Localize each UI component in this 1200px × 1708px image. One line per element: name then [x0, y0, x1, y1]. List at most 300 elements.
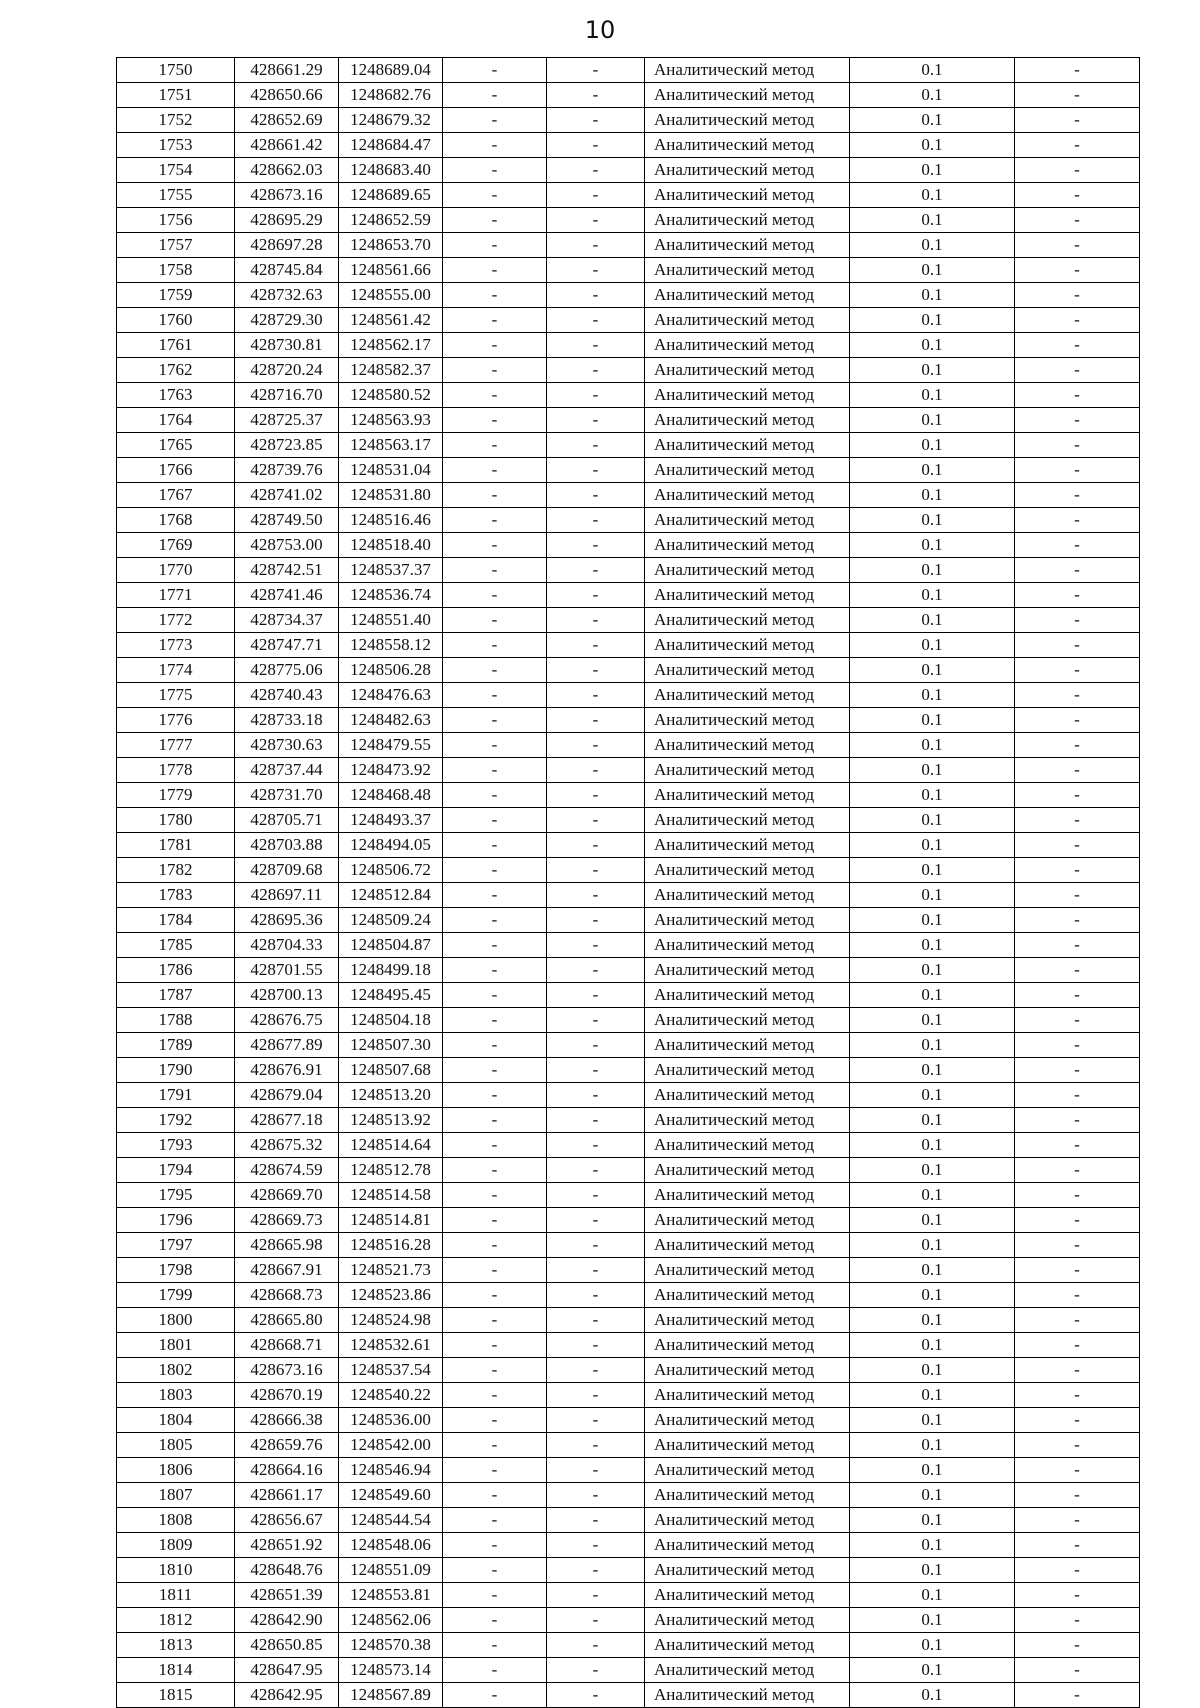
x-coordinate-cell: 428675.32 [235, 1133, 339, 1158]
y-coordinate-cell: 1248544.54 [339, 1508, 443, 1533]
dash-cell: - [443, 508, 547, 533]
point-number-cell: 1775 [117, 683, 235, 708]
precision-cell: 0.1 [850, 108, 1015, 133]
table-body [117, 58, 1140, 1708]
point-number-cell: 1800 [117, 1308, 235, 1333]
point-number-cell: 1779 [117, 783, 235, 808]
method-cell: Аналитический метод [645, 583, 850, 608]
dash-cell: - [443, 1233, 547, 1258]
dash-cell: - [443, 483, 547, 508]
method-cell: Аналитический метод [645, 258, 850, 283]
dash-cell: - [1015, 283, 1140, 308]
table-row [117, 258, 1140, 283]
dash-cell: - [1015, 1583, 1140, 1608]
table-row [117, 308, 1140, 333]
dash-cell: - [443, 958, 547, 983]
x-coordinate-cell: 428670.19 [235, 1383, 339, 1408]
y-coordinate-cell: 1248531.80 [339, 483, 443, 508]
table-row [117, 1083, 1140, 1108]
method-cell: Аналитический метод [645, 158, 850, 183]
y-coordinate-cell: 1248516.46 [339, 508, 443, 533]
y-coordinate-cell: 1248582.37 [339, 358, 443, 383]
x-coordinate-cell: 428730.63 [235, 733, 339, 758]
table-row [117, 133, 1140, 158]
table-row [117, 1458, 1140, 1483]
method-cell: Аналитический метод [645, 1183, 850, 1208]
x-coordinate-cell: 428647.95 [235, 1658, 339, 1683]
table-row [117, 1508, 1140, 1533]
dash-cell: - [1015, 1608, 1140, 1633]
x-coordinate-cell: 428677.89 [235, 1033, 339, 1058]
y-coordinate-cell: 1248536.00 [339, 1408, 443, 1433]
y-coordinate-cell: 1248540.22 [339, 1383, 443, 1408]
dash-cell: - [443, 808, 547, 833]
method-cell: Аналитический метод [645, 1058, 850, 1083]
method-cell: Аналитический метод [645, 358, 850, 383]
point-number-cell: 1782 [117, 858, 235, 883]
y-coordinate-cell: 1248653.70 [339, 233, 443, 258]
dash-cell: - [1015, 508, 1140, 533]
point-number-cell: 1753 [117, 133, 235, 158]
dash-cell: - [1015, 1533, 1140, 1558]
point-number-cell: 1777 [117, 733, 235, 758]
dash-cell: - [547, 933, 645, 958]
method-cell: Аналитический метод [645, 1658, 850, 1683]
y-coordinate-cell: 1248495.45 [339, 983, 443, 1008]
y-coordinate-cell: 1248652.59 [339, 208, 443, 233]
y-coordinate-cell: 1248521.73 [339, 1258, 443, 1283]
y-coordinate-cell: 1248479.55 [339, 733, 443, 758]
x-coordinate-cell: 428651.92 [235, 1533, 339, 1558]
dash-cell: - [443, 433, 547, 458]
x-coordinate-cell: 428674.59 [235, 1158, 339, 1183]
method-cell: Аналитический метод [645, 1408, 850, 1433]
dash-cell: - [443, 883, 547, 908]
precision-cell: 0.1 [850, 1608, 1015, 1633]
method-cell: Аналитический метод [645, 1533, 850, 1558]
method-cell: Аналитический метод [645, 683, 850, 708]
method-cell: Аналитический метод [645, 833, 850, 858]
point-number-cell: 1787 [117, 983, 235, 1008]
method-cell: Аналитический метод [645, 1308, 850, 1333]
dash-cell: - [443, 333, 547, 358]
table-row [117, 1358, 1140, 1383]
y-coordinate-cell: 1248531.04 [339, 458, 443, 483]
dash-cell: - [1015, 383, 1140, 408]
x-coordinate-cell: 428700.13 [235, 983, 339, 1008]
dash-cell: - [1015, 208, 1140, 233]
point-number-cell: 1754 [117, 158, 235, 183]
table-row [117, 808, 1140, 833]
x-coordinate-cell: 428730.81 [235, 333, 339, 358]
dash-cell: - [443, 108, 547, 133]
dash-cell: - [547, 333, 645, 358]
dash-cell: - [547, 1508, 645, 1533]
precision-cell: 0.1 [850, 633, 1015, 658]
method-cell: Аналитический метод [645, 908, 850, 933]
point-number-cell: 1789 [117, 1033, 235, 1058]
table-row [117, 1683, 1140, 1708]
dash-cell: - [443, 558, 547, 583]
table-row [117, 858, 1140, 883]
dash-cell: - [1015, 633, 1140, 658]
point-number-cell: 1774 [117, 658, 235, 683]
point-number-cell: 1790 [117, 1058, 235, 1083]
table-row [117, 1483, 1140, 1508]
point-number-cell: 1807 [117, 1483, 235, 1508]
dash-cell: - [1015, 883, 1140, 908]
precision-cell: 0.1 [850, 1633, 1015, 1658]
precision-cell: 0.1 [850, 1683, 1015, 1708]
page-number: 10 [584, 16, 616, 44]
dash-cell: - [547, 283, 645, 308]
dash-cell: - [1015, 1383, 1140, 1408]
method-cell: Аналитический метод [645, 558, 850, 583]
dash-cell: - [547, 1308, 645, 1333]
point-number-cell: 1811 [117, 1583, 235, 1608]
dash-cell: - [547, 708, 645, 733]
dash-cell: - [547, 1558, 645, 1583]
table-row [117, 433, 1140, 458]
x-coordinate-cell: 428656.67 [235, 1508, 339, 1533]
y-coordinate-cell: 1248553.81 [339, 1583, 443, 1608]
dash-cell: - [443, 933, 547, 958]
dash-cell: - [547, 1258, 645, 1283]
precision-cell: 0.1 [850, 1433, 1015, 1458]
method-cell: Аналитический метод [645, 858, 850, 883]
dash-cell: - [443, 1633, 547, 1658]
dash-cell: - [547, 383, 645, 408]
dash-cell: - [547, 1283, 645, 1308]
dash-cell: - [1015, 583, 1140, 608]
y-coordinate-cell: 1248504.87 [339, 933, 443, 958]
x-coordinate-cell: 428749.50 [235, 508, 339, 533]
coordinates-table [116, 57, 1140, 1708]
x-coordinate-cell: 428695.29 [235, 208, 339, 233]
y-coordinate-cell: 1248512.78 [339, 1158, 443, 1183]
x-coordinate-cell: 428667.91 [235, 1258, 339, 1283]
point-number-cell: 1773 [117, 633, 235, 658]
table-row [117, 558, 1140, 583]
y-coordinate-cell: 1248561.66 [339, 258, 443, 283]
point-number-cell: 1766 [117, 458, 235, 483]
precision-cell: 0.1 [850, 1508, 1015, 1533]
table-row [117, 1008, 1140, 1033]
table-row [117, 933, 1140, 958]
dash-cell: - [443, 1533, 547, 1558]
point-number-cell: 1781 [117, 833, 235, 858]
precision-cell: 0.1 [850, 908, 1015, 933]
table-row [117, 1608, 1140, 1633]
dash-cell: - [547, 1208, 645, 1233]
dash-cell: - [1015, 1458, 1140, 1483]
precision-cell: 0.1 [850, 208, 1015, 233]
method-cell: Аналитический метод [645, 1158, 850, 1183]
point-number-cell: 1750 [117, 58, 235, 83]
dash-cell: - [547, 1008, 645, 1033]
y-coordinate-cell: 1248537.54 [339, 1358, 443, 1383]
method-cell: Аналитический метод [645, 708, 850, 733]
method-cell: Аналитический метод [645, 233, 850, 258]
point-number-cell: 1801 [117, 1333, 235, 1358]
x-coordinate-cell: 428669.70 [235, 1183, 339, 1208]
dash-cell: - [547, 58, 645, 83]
dash-cell: - [547, 683, 645, 708]
method-cell: Аналитический метод [645, 1333, 850, 1358]
x-coordinate-cell: 428659.76 [235, 1433, 339, 1458]
dash-cell: - [443, 1333, 547, 1358]
y-coordinate-cell: 1248512.84 [339, 883, 443, 908]
point-number-cell: 1788 [117, 1008, 235, 1033]
method-cell: Аналитический метод [645, 1683, 850, 1708]
dash-cell: - [443, 1358, 547, 1383]
x-coordinate-cell: 428651.39 [235, 1583, 339, 1608]
precision-cell: 0.1 [850, 1558, 1015, 1583]
table-row [117, 183, 1140, 208]
dash-cell: - [547, 783, 645, 808]
point-number-cell: 1761 [117, 333, 235, 358]
method-cell: Аналитический метод [645, 483, 850, 508]
dash-cell: - [547, 433, 645, 458]
method-cell: Аналитический метод [645, 1133, 850, 1158]
table-row [117, 658, 1140, 683]
table-row [117, 1183, 1140, 1208]
dash-cell: - [547, 533, 645, 558]
y-coordinate-cell: 1248549.60 [339, 1483, 443, 1508]
y-coordinate-cell: 1248507.30 [339, 1033, 443, 1058]
dash-cell: - [443, 183, 547, 208]
x-coordinate-cell: 428697.28 [235, 233, 339, 258]
table-row [117, 783, 1140, 808]
method-cell: Аналитический метод [645, 1633, 850, 1658]
x-coordinate-cell: 428732.63 [235, 283, 339, 308]
x-coordinate-cell: 428739.76 [235, 458, 339, 483]
x-coordinate-cell: 428701.55 [235, 958, 339, 983]
dash-cell: - [443, 1383, 547, 1408]
dash-cell: - [547, 1633, 645, 1658]
dash-cell: - [443, 1058, 547, 1083]
method-cell: Аналитический метод [645, 1383, 850, 1408]
table-row [117, 333, 1140, 358]
x-coordinate-cell: 428676.75 [235, 1008, 339, 1033]
x-coordinate-cell: 428642.95 [235, 1683, 339, 1708]
method-cell: Аналитический метод [645, 1008, 850, 1033]
precision-cell: 0.1 [850, 1658, 1015, 1683]
point-number-cell: 1767 [117, 483, 235, 508]
dash-cell: - [443, 1033, 547, 1058]
point-number-cell: 1805 [117, 1433, 235, 1458]
y-coordinate-cell: 1248562.17 [339, 333, 443, 358]
precision-cell: 0.1 [850, 358, 1015, 383]
method-cell: Аналитический метод [645, 1508, 850, 1533]
x-coordinate-cell: 428745.84 [235, 258, 339, 283]
table-row [117, 358, 1140, 383]
dash-cell: - [1015, 733, 1140, 758]
dash-cell: - [547, 1083, 645, 1108]
point-number-cell: 1812 [117, 1608, 235, 1633]
dash-cell: - [443, 1158, 547, 1183]
dash-cell: - [547, 633, 645, 658]
precision-cell: 0.1 [850, 558, 1015, 583]
dash-cell: - [1015, 1108, 1140, 1133]
y-coordinate-cell: 1248514.58 [339, 1183, 443, 1208]
dash-cell: - [547, 558, 645, 583]
x-coordinate-cell: 428677.18 [235, 1108, 339, 1133]
dash-cell: - [443, 1108, 547, 1133]
table-row [117, 1558, 1140, 1583]
x-coordinate-cell: 428704.33 [235, 933, 339, 958]
dash-cell: - [1015, 1083, 1140, 1108]
method-cell: Аналитический метод [645, 1558, 850, 1583]
table-row [117, 283, 1140, 308]
dash-cell: - [443, 308, 547, 333]
y-coordinate-cell: 1248555.00 [339, 283, 443, 308]
dash-cell: - [547, 1233, 645, 1258]
method-cell: Аналитический метод [645, 733, 850, 758]
method-cell: Аналитический метод [645, 433, 850, 458]
precision-cell: 0.1 [850, 708, 1015, 733]
table-row [117, 733, 1140, 758]
dash-cell: - [1015, 158, 1140, 183]
table-row [117, 908, 1140, 933]
dash-cell: - [1015, 433, 1140, 458]
point-number-cell: 1797 [117, 1233, 235, 1258]
point-number-cell: 1794 [117, 1158, 235, 1183]
dash-cell: - [1015, 133, 1140, 158]
dash-cell: - [1015, 483, 1140, 508]
table-row [117, 1258, 1140, 1283]
dash-cell: - [1015, 1358, 1140, 1383]
dash-cell: - [547, 133, 645, 158]
dash-cell: - [443, 1558, 547, 1583]
dash-cell: - [443, 208, 547, 233]
precision-cell: 0.1 [850, 1133, 1015, 1158]
y-coordinate-cell: 1248537.37 [339, 558, 443, 583]
y-coordinate-cell: 1248473.92 [339, 758, 443, 783]
x-coordinate-cell: 428669.73 [235, 1208, 339, 1233]
point-number-cell: 1760 [117, 308, 235, 333]
method-cell: Аналитический метод [645, 1433, 850, 1458]
point-number-cell: 1780 [117, 808, 235, 833]
dash-cell: - [1015, 458, 1140, 483]
method-cell: Аналитический метод [645, 1358, 850, 1383]
dash-cell: - [547, 733, 645, 758]
dash-cell: - [547, 608, 645, 633]
table-row [117, 458, 1140, 483]
x-coordinate-cell: 428673.16 [235, 1358, 339, 1383]
y-coordinate-cell: 1248514.64 [339, 1133, 443, 1158]
dash-cell: - [1015, 708, 1140, 733]
precision-cell: 0.1 [850, 833, 1015, 858]
dash-cell: - [443, 258, 547, 283]
dash-cell: - [547, 1108, 645, 1133]
dash-cell: - [443, 358, 547, 383]
y-coordinate-cell: 1248683.40 [339, 158, 443, 183]
point-number-cell: 1806 [117, 1458, 235, 1483]
precision-cell: 0.1 [850, 58, 1015, 83]
dash-cell: - [1015, 533, 1140, 558]
dash-cell: - [547, 458, 645, 483]
table-row [117, 958, 1140, 983]
method-cell: Аналитический метод [645, 1033, 850, 1058]
point-number-cell: 1815 [117, 1683, 235, 1708]
precision-cell: 0.1 [850, 1108, 1015, 1133]
precision-cell: 0.1 [850, 408, 1015, 433]
dash-cell: - [443, 733, 547, 758]
precision-cell: 0.1 [850, 308, 1015, 333]
point-number-cell: 1758 [117, 258, 235, 283]
method-cell: Аналитический метод [645, 1283, 850, 1308]
table-row [117, 83, 1140, 108]
method-cell: Аналитический метод [645, 1208, 850, 1233]
dash-cell: - [1015, 1633, 1140, 1658]
dash-cell: - [1015, 1483, 1140, 1508]
dash-cell: - [1015, 1033, 1140, 1058]
dash-cell: - [1015, 983, 1140, 1008]
y-coordinate-cell: 1248504.18 [339, 1008, 443, 1033]
method-cell: Аналитический метод [645, 1458, 850, 1483]
table-row [117, 1383, 1140, 1408]
dash-cell: - [547, 408, 645, 433]
dash-cell: - [443, 1258, 547, 1283]
table-row [117, 158, 1140, 183]
x-coordinate-cell: 428725.37 [235, 408, 339, 433]
table-row [117, 583, 1140, 608]
precision-cell: 0.1 [850, 508, 1015, 533]
dash-cell: - [443, 833, 547, 858]
dash-cell: - [443, 983, 547, 1008]
x-coordinate-cell: 428695.36 [235, 908, 339, 933]
x-coordinate-cell: 428679.04 [235, 1083, 339, 1108]
dash-cell: - [1015, 833, 1140, 858]
dash-cell: - [547, 808, 645, 833]
table-row [117, 1058, 1140, 1083]
point-number-cell: 1796 [117, 1208, 235, 1233]
dash-cell: - [547, 883, 645, 908]
point-number-cell: 1764 [117, 408, 235, 433]
dash-cell: - [1015, 1333, 1140, 1358]
precision-cell: 0.1 [850, 983, 1015, 1008]
point-number-cell: 1762 [117, 358, 235, 383]
dash-cell: - [547, 908, 645, 933]
table-row [117, 108, 1140, 133]
dash-cell: - [1015, 83, 1140, 108]
point-number-cell: 1792 [117, 1108, 235, 1133]
table-row [117, 1308, 1140, 1333]
dash-cell: - [443, 758, 547, 783]
x-coordinate-cell: 428705.71 [235, 808, 339, 833]
x-coordinate-cell: 428733.18 [235, 708, 339, 733]
dash-cell: - [443, 583, 547, 608]
dash-cell: - [1015, 258, 1140, 283]
dash-cell: - [1015, 308, 1140, 333]
y-coordinate-cell: 1248506.72 [339, 858, 443, 883]
dash-cell: - [547, 1058, 645, 1083]
method-cell: Аналитический метод [645, 1108, 850, 1133]
dash-cell: - [547, 1458, 645, 1483]
x-coordinate-cell: 428703.88 [235, 833, 339, 858]
dash-cell: - [547, 583, 645, 608]
method-cell: Аналитический метод [645, 508, 850, 533]
table-row [117, 483, 1140, 508]
table-row [117, 1208, 1140, 1233]
table-row [117, 758, 1140, 783]
dash-cell: - [547, 1658, 645, 1683]
y-coordinate-cell: 1248551.09 [339, 1558, 443, 1583]
point-number-cell: 1772 [117, 608, 235, 633]
point-number-cell: 1804 [117, 1408, 235, 1433]
table-row [117, 383, 1140, 408]
